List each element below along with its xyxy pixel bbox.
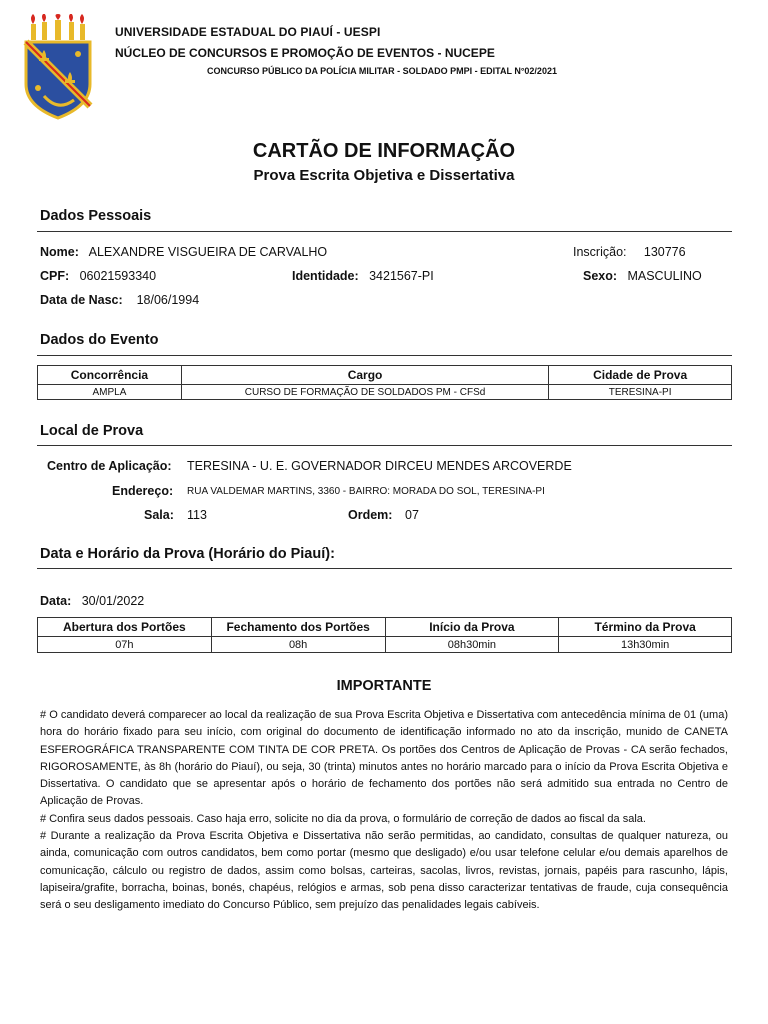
table-cell: 08h — [211, 637, 385, 653]
cpf-value: 06021593340 — [79, 269, 157, 283]
endereco-label: Endereço: — [112, 484, 174, 498]
table-cell: 13h30min — [559, 637, 732, 653]
section-title-personal: Dados Pessoais — [40, 208, 152, 224]
table-header: Concorrência — [38, 366, 182, 385]
section-divider — [37, 355, 732, 356]
table-cell: CURSO DE FORMAÇÃO DE SOLDADOS PM - CFSd — [181, 385, 548, 400]
section-divider — [37, 231, 732, 232]
inscricao-field — [573, 245, 686, 259]
ordem-value: 07 — [405, 508, 419, 522]
endereco-value: RUA VALDEMAR MARTINS, 3360 - BAIRRO: MORADA DO SOL, TERESINA-PI — [187, 486, 545, 497]
event-table — [37, 365, 732, 400]
table-cell: AMPLA — [38, 385, 182, 400]
inscricao-value: 130776 — [643, 245, 686, 259]
section-divider — [37, 445, 732, 446]
sala-label: Sala: — [144, 508, 174, 522]
table-row — [38, 637, 732, 653]
nasc-field — [40, 293, 199, 307]
table-header: Abertura dos Portões — [38, 618, 212, 637]
table-header: Cidade de Prova — [549, 366, 732, 385]
cpf-field — [40, 269, 156, 283]
importante-title: IMPORTANTE — [336, 678, 432, 694]
table-row — [38, 385, 732, 400]
table-header-row — [38, 366, 732, 385]
data-label: Data: — [40, 594, 72, 608]
inscricao-label: Inscrição: — [573, 245, 627, 259]
data-value: 30/01/2022 — [81, 594, 145, 608]
nasc-label: Data de Nasc: — [40, 293, 123, 307]
importante-body — [40, 707, 728, 915]
centro-label: Centro de Aplicação: — [47, 459, 172, 473]
nasc-value: 18/06/1994 — [136, 293, 200, 307]
section-divider — [37, 568, 732, 569]
name-field — [40, 245, 327, 259]
sexo-label: Sexo: — [583, 269, 618, 283]
table-cell: 08h30min — [385, 637, 559, 653]
section-title-event: Dados do Evento — [40, 332, 159, 348]
importante-paragraph: # Durante a realização da Prova Escrita Objetiva e Dissertativa não serão permitidas, ao candidato, consultas de qualquer natureza, ou ainda, comunicação com outros candidatos, bem como portar (mesmo que desligado) e/ou usar telefone celular e/ou demais aparelhos de comunicação, cálculo ou registro de dados, assim como bolsas, carteiras, sacolas, livros, revistas, jornais, papéis para rascunho, lápis, lapiseira/grafite, borracha, boinas, bonés, chapéus, relógios e armas, sob pena disso caracterizar tentativas de fraude, cuja consequência será o seu desligamento imediato do Concurso Público, sem prejuízo das penalidades legais cabíveis. — [40, 830, 728, 912]
identidade-field — [292, 269, 434, 283]
name-value: ALEXANDRE VISGUEIRA DE CARVALHO — [88, 245, 328, 259]
importante-paragraph: # O candidato deverá comparecer ao local da realização de sua Prova Escrita Objetiva e Dissertativa com antecedência mínima de 01 (uma) hora do horário fixado para seu início, com original do documento de identificação informado no ato da inscrição, munido de CANETA ESFEROGRÁFICA TRANSPARENTE COM TINTA DE COR PRETA. Os portões dos Centros de Aplicação de Provas - CA serão fechados, RIGOROSAMENTE, às 8h (horário do Piauí), ou seja, 30 (trinta) minutos antes no horário marcado para o início da Prova Escrita Objetiva e Dissertativa. O candidato que se apresentar após o horário de fechamento dos portões não será admitido sua entrada no Centro de Aplicação de Provas. — [40, 709, 728, 808]
page-subtitle: Prova Escrita Objetiva e Dissertativa — [253, 167, 515, 184]
sexo-field — [583, 269, 702, 283]
ordem-label: Ordem: — [348, 508, 393, 522]
data-field — [40, 594, 144, 608]
section-title-local: Local de Prova — [40, 423, 144, 439]
cpf-label: CPF: — [40, 269, 70, 283]
page-title: CARTÃO DE INFORMAÇÃO — [252, 140, 516, 162]
uespi-crest-logo — [18, 14, 98, 120]
table-header: Início da Prova — [385, 618, 559, 637]
identidade-label: Identidade: — [292, 269, 359, 283]
table-header: Fechamento dos Portões — [211, 618, 385, 637]
sala-value: 113 — [187, 508, 207, 522]
nucleus-name: NÚCLEO DE CONCURSOS E PROMOÇÃO DE EVENTOS - NUCEPE — [115, 46, 495, 60]
table-cell: TERESINA-PI — [549, 385, 732, 400]
table-header-row — [38, 618, 732, 637]
identidade-value: 3421567-PI — [369, 269, 434, 283]
university-name: UNIVERSIDADE ESTADUAL DO PIAUÍ - UESPI — [115, 25, 381, 39]
crest-flames — [31, 14, 85, 40]
section-title-schedule: Data e Horário da Prova (Horário do Piauí): — [40, 546, 335, 562]
table-header: Cargo — [181, 366, 548, 385]
table-cell: 07h — [38, 637, 212, 653]
centro-value: TERESINA - U. E. GOVERNADOR DIRCEU MENDES ARCOVERDE — [187, 459, 572, 473]
table-header: Término da Prova — [559, 618, 732, 637]
sexo-value: MASCULINO — [627, 269, 702, 283]
name-label: Nome: — [40, 245, 79, 259]
contest-name: CONCURSO PÚBLICO DA POLÍCIA MILITAR - SOLDADO PMPI - EDITAL N°02/2021 — [207, 66, 557, 76]
schedule-table — [37, 617, 732, 653]
importante-paragraph: # Confira seus dados pessoais. Caso haja erro, solicite no dia da prova, o formulário de correção de dados ao fiscal da sala. — [40, 812, 646, 825]
